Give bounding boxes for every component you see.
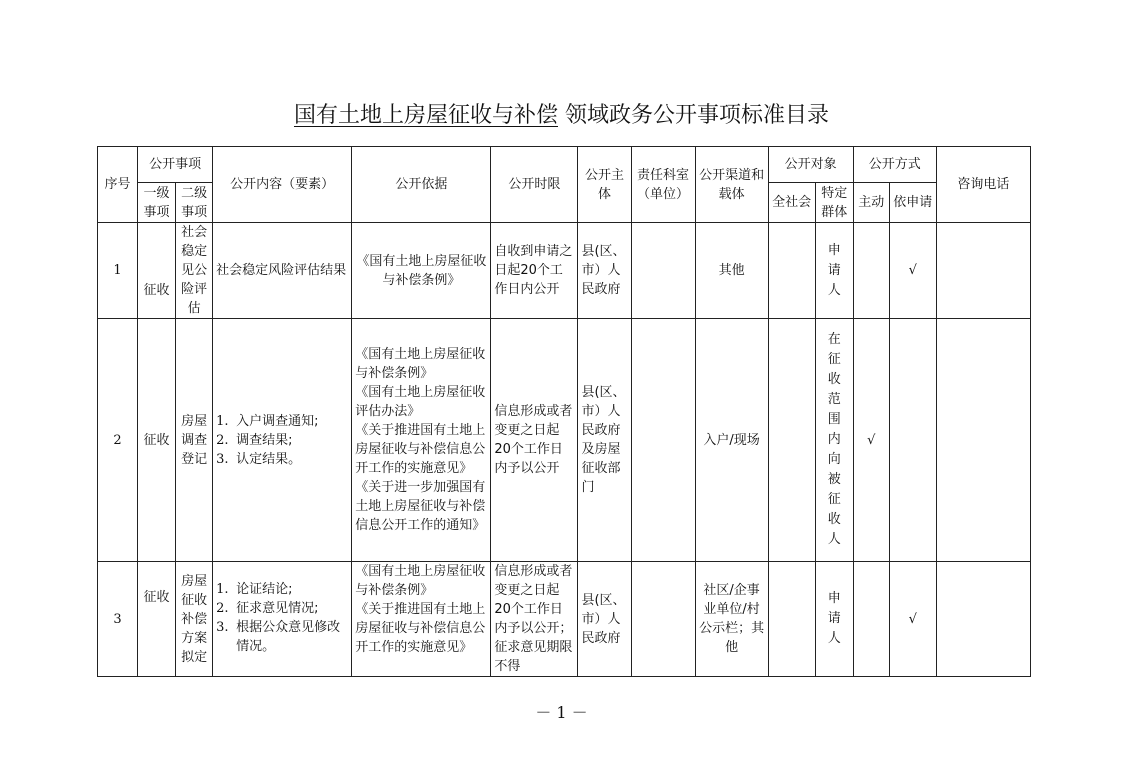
row-basis (352, 562, 491, 677)
list-item: 2. 征求意见情况; (216, 601, 319, 616)
title-underlined-part: 国有土地上房屋征收与补偿 (293, 103, 558, 128)
header-method-request: 依申请 (889, 183, 936, 223)
row-phone (936, 223, 1030, 319)
header-office: 责任科室（单位） (631, 147, 695, 223)
row-level2-item: 房屋调查登记 (176, 319, 213, 562)
row-channel: 其他 (695, 223, 768, 319)
row-method-active: √ (853, 319, 889, 562)
header-target-all: 全社会 (768, 183, 815, 223)
row-method-request (889, 319, 936, 562)
row-content (213, 562, 352, 677)
catalog-table (97, 146, 1031, 677)
basis-line: 《关于推进国有土地上房屋征收与补偿信息公开工作的实施意见》 (355, 602, 486, 655)
header-channel: 公开渠道和载体 (695, 147, 768, 223)
row-time: 信息形成或者变更之日起20个工作日内予以公开；征求意见期限不得 (491, 562, 578, 677)
row-level2-item: 房屋征收补偿方案拟定 (176, 562, 213, 677)
header-item-l2: 二级事项 (176, 183, 213, 223)
list-item: 1. 入户调查通知; (216, 413, 319, 429)
row-seq: 3 (98, 562, 138, 677)
row-content (213, 319, 352, 562)
header-target: 公开对象 (768, 147, 853, 183)
row-level1-item: 征收 (138, 562, 176, 677)
basis-line: 《关于进一步加强国有土地上房屋征收与补偿信息公开工作的通知》 (355, 480, 486, 533)
row-content: 社会稳定风险评估结果 (213, 223, 352, 319)
row-time: 信息形成或者变更之日起20个工作日内予以公开 (491, 319, 578, 562)
row-seq: 2 (98, 319, 138, 562)
header-row-1 (98, 147, 1031, 183)
list-item: 3. 根据公众意见修改情况。 (216, 620, 341, 654)
header-method: 公开方式 (853, 147, 936, 183)
table-row (98, 319, 1031, 562)
row-subject: 县(区、市）人民政府及房屋征收部门 (578, 319, 631, 562)
target-specific-text: 申请人 (827, 242, 841, 298)
row-phone (936, 562, 1030, 677)
header-time: 公开时限 (491, 147, 578, 223)
header-method-active: 主动 (853, 183, 889, 223)
header-phone: 咨询电话 (936, 147, 1030, 223)
row-method-request: √ (889, 562, 936, 677)
row-phone (936, 319, 1030, 562)
document-title (0, 101, 1123, 131)
row-level2-item: 社会稳定见公险评估 (176, 223, 213, 319)
row-target-specific (815, 223, 853, 319)
list-item: 3. 认定结果。 (216, 451, 302, 467)
row-subject: 县(区、市）人民政府 (578, 223, 631, 319)
page-number: － 1 － (535, 703, 588, 722)
row-office (631, 319, 695, 562)
basis-line: 《关于推进国有土地上房屋征收与补偿信息公开工作的实施意见》 (355, 423, 486, 476)
row-channel: 社区/企事业单位/村公示栏；其他 (695, 562, 768, 677)
row-basis (352, 223, 491, 319)
row-target-specific (815, 562, 853, 677)
row-target-all (768, 562, 815, 677)
row-level1-item: 征收 (138, 223, 176, 319)
row-time: 自收到申请之日起20个工作日内公开 (491, 223, 578, 319)
content-list (216, 412, 348, 469)
header-target-specific: 特定群体 (815, 183, 853, 223)
header-content: 公开内容（要素） (213, 147, 352, 223)
row-subject: 县(区、市）人民政府 (578, 562, 631, 677)
header-subject: 公开主体 (578, 147, 631, 223)
basis-line: 《国有土地上房屋征收与补偿条例》 (355, 564, 486, 598)
target-specific-text: 申请人 (827, 591, 841, 646)
row-target-all (768, 223, 815, 319)
table-row (98, 223, 1031, 319)
header-item: 公开事项 (138, 147, 213, 183)
row-basis (352, 319, 491, 562)
title-rest: 领域政务公开事项标准目录 (565, 103, 830, 128)
row-method-request: √ (889, 223, 936, 319)
row-seq: 1 (98, 223, 138, 319)
row-method-active (853, 562, 889, 677)
header-item-l1: 一级事项 (138, 183, 176, 223)
list-item: 2. 调查结果; (216, 432, 293, 448)
row-office (631, 223, 695, 319)
table-row (98, 562, 1031, 677)
list-item: 1. 论证结论; (216, 582, 293, 597)
content-list (216, 580, 348, 656)
basis-line: 《国有土地上房屋征收评估办法》 (355, 385, 486, 419)
row-channel: 入户/现场 (695, 319, 768, 562)
basis-line: 《国有土地上房屋征收与补偿条例》 (356, 253, 487, 288)
header-seq: 序号 (98, 147, 138, 223)
target-specific-text: 在征收范围内向被征收人 (827, 332, 841, 547)
basis-line: 《国有土地上房屋征收与补偿条例》 (355, 347, 486, 381)
row-target-specific (815, 319, 853, 562)
header-basis: 公开依据 (352, 147, 491, 223)
row-target-all (768, 319, 815, 562)
row-method-active (853, 223, 889, 319)
row-level1-item: 征收 (138, 319, 176, 562)
row-office (631, 562, 695, 677)
